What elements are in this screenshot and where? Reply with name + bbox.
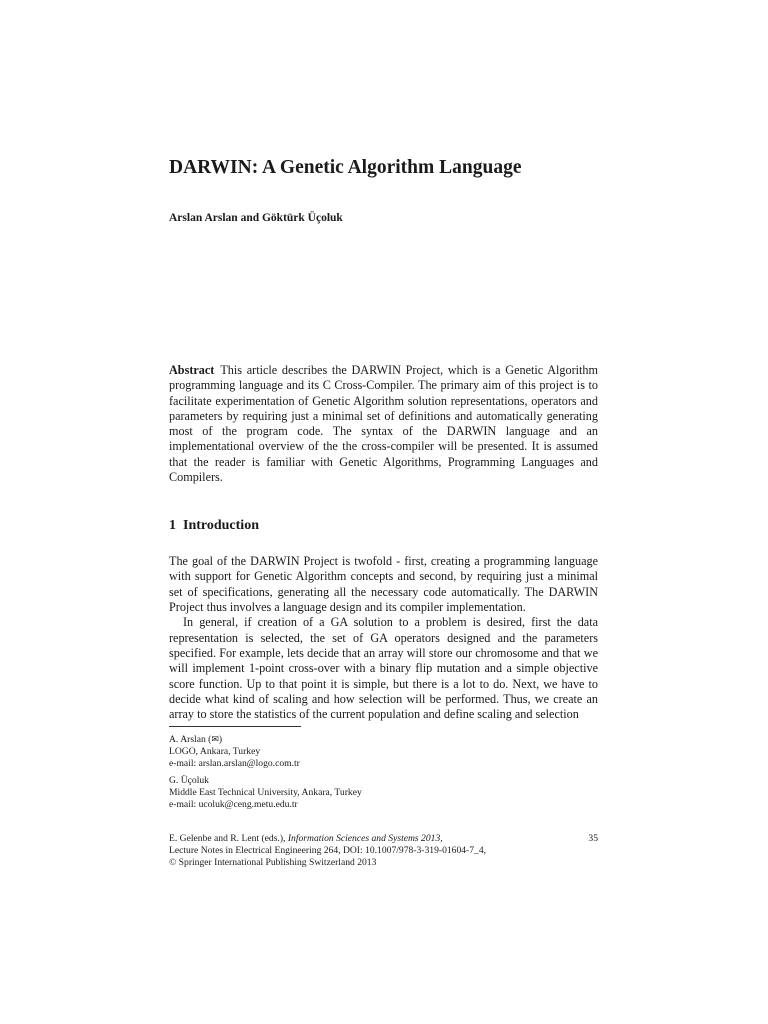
author-affiliation [169, 733, 469, 771]
publication-series-end: , [440, 833, 443, 844]
body-paragraph: The goal of the DARWIN Project is twofold - first, creating a programming language with support for Genetic Algorithm concepts and second, by requiring just a minimal set of specifications, generating all the necessary code automatically. The DARWIN Project thus involves a language design and its compiler implementation. [169, 554, 598, 615]
section-body [169, 554, 598, 723]
affiliation-name-close: ) [218, 734, 223, 745]
envelope-icon: ✉ [211, 734, 219, 744]
publication-series: Information Sciences and Systems 2013 [287, 833, 441, 844]
publication-citation [169, 833, 529, 845]
affiliation-email: e-mail: ucoluk@ceng.metu.edu.tr [169, 799, 298, 811]
body-paragraph: In general, if creation of a GA solution to a problem is desired, first the data representation is selected, the set of GA operators designed and the parameters specified. For example, lets decide that an array will store our chromosome and that we will implement 1-point cross-over with a binary flip mutation and a simple objective score function. Up to that point it is simple, but there is a lot to do. Next, we have to decide what kind of scaling and how selection will be performed. Thus, we create an array to store the statistics of the current population and define scaling and selection [169, 615, 598, 722]
author-list: Arslan Arslan and Göktürk Üçoluk [169, 212, 343, 224]
page-number: 35 [588, 833, 598, 844]
affiliation-name: A. Arslan ( [169, 734, 212, 745]
affiliation-name-line [169, 733, 469, 746]
affiliation-name: G. Üçoluk [169, 775, 209, 786]
paper-title: DARWIN: A Genetic Algorithm Language [169, 157, 522, 178]
publication-info [169, 833, 529, 870]
publication-copyright: © Springer International Publishing Switzerland 2013 [169, 857, 377, 869]
author-affiliation [169, 775, 469, 812]
affiliation-organization: LOGO, Ankara, Turkey [169, 746, 261, 758]
affiliation-organization: Middle East Technical University, Ankara, Turkey [169, 787, 362, 799]
footnote-divider [169, 726, 301, 727]
affiliation-email: e-mail: arslan.arslan@logo.com.tr [169, 758, 300, 770]
abstract [169, 363, 598, 485]
section-heading [169, 517, 259, 535]
section-number: 1 [169, 518, 176, 533]
section-title: Introduction [183, 518, 259, 533]
publication-lncs: Lecture Notes in Electrical Engineering 264, DOI: 10.1007/978-3-319-01604-7_4, [169, 845, 487, 857]
publication-editors: E. Gelenbe and R. Lent (eds.), [169, 833, 286, 844]
abstract-text: This article describes the DARWIN Project, which is a Genetic Algorithm programming language and its C Cross-Compiler. The primary aim of this project is to facilitate experimentation of Genetic Algorithm solution representations, operators and parameters by requiring just a minimal set of definitions and automatically generating most of the program code. The syntax of the DARWIN language and an implementational overview of the the cross-compiler will be presented. It is assumed that the reader is familiar with Genetic Algorithms, Programming Languages and Compilers. [169, 363, 598, 485]
abstract-label: Abstract [169, 363, 215, 377]
